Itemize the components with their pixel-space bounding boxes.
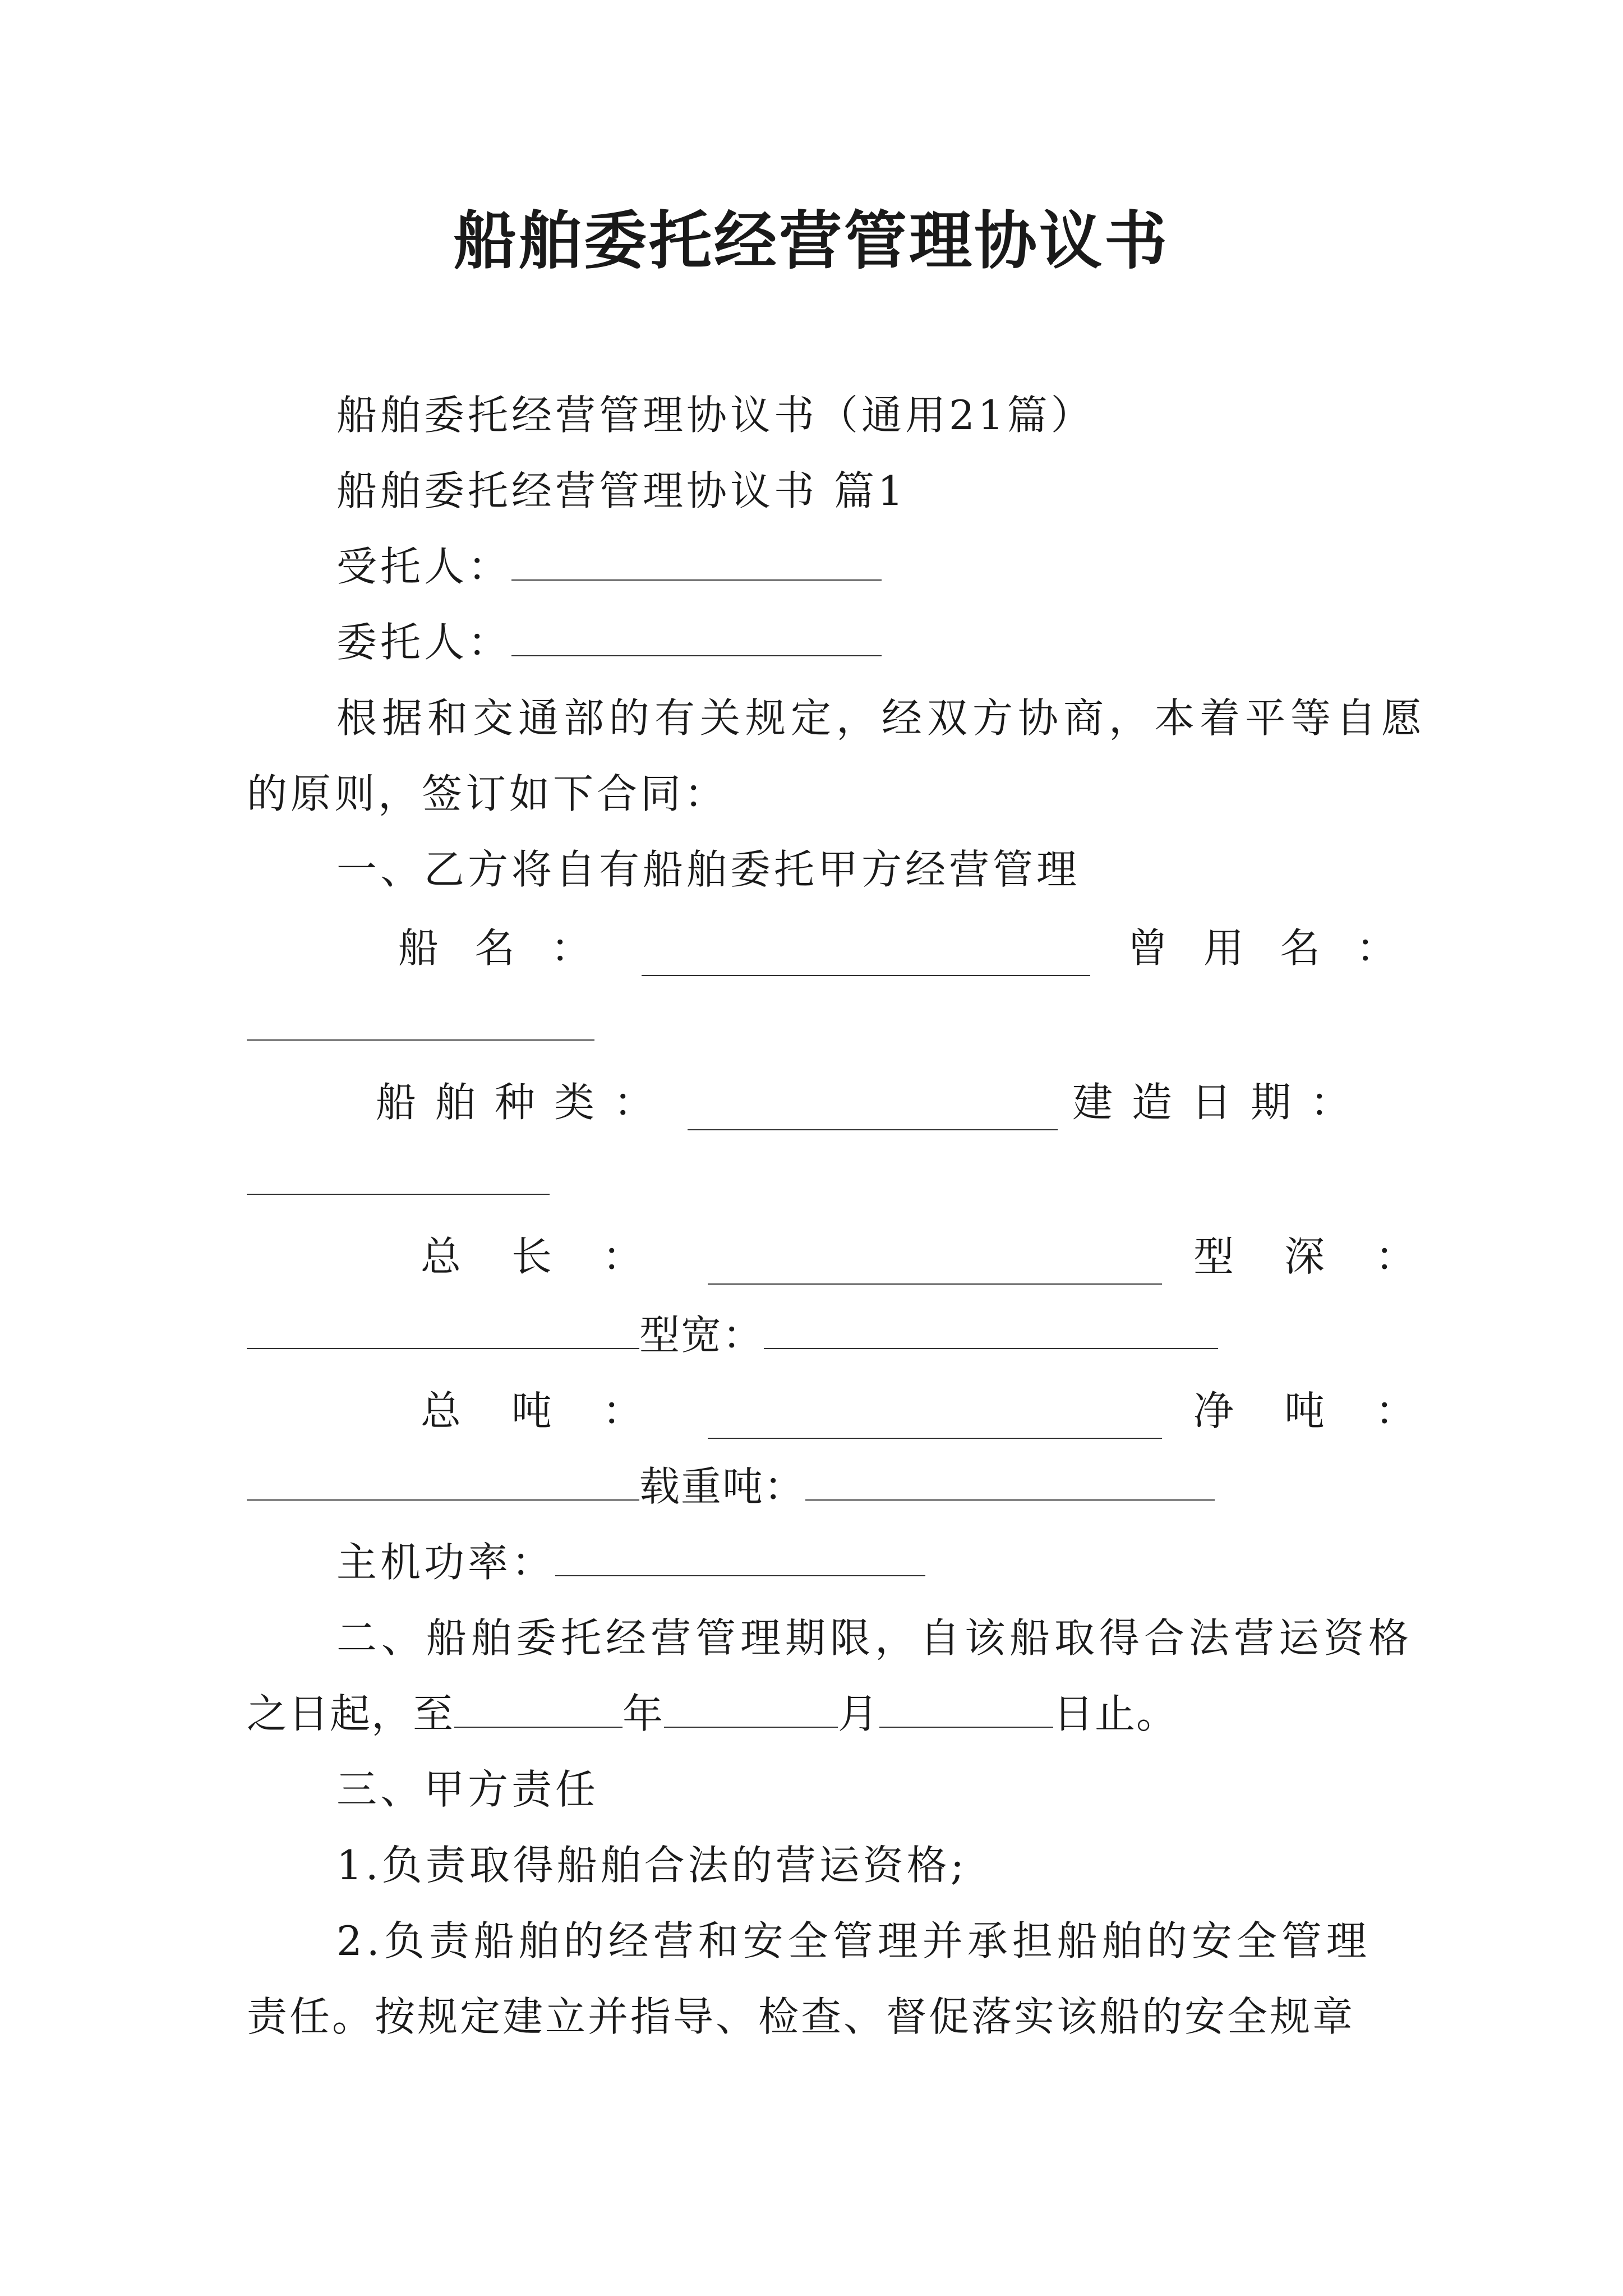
intro-paragraph-line-1: 根据和交通部的有关规定，经双方协商，本着平等自愿 xyxy=(336,694,1427,742)
deadweight-blank[interactable] xyxy=(805,1465,1215,1501)
net-ton-label: 净吨： xyxy=(1193,1387,1467,1434)
end-year-blank[interactable] xyxy=(454,1692,623,1728)
section-1-heading: 一、乙方将自有船舶委托甲方经营管理 xyxy=(336,846,1081,893)
chapter-heading: 船舶委托经营管理协议书 篇1 xyxy=(336,467,907,514)
former-name-blank[interactable] xyxy=(247,1005,594,1041)
end-month-blank[interactable] xyxy=(664,1692,838,1728)
ship-type-label: 船舶种类： xyxy=(376,1079,674,1126)
build-date-blank-row xyxy=(247,1153,550,1209)
engine-power-line xyxy=(336,1534,925,1590)
net-ton-blank[interactable] xyxy=(247,1465,639,1501)
former-name-label: 曾用名： xyxy=(1127,924,1433,972)
build-date-label: 建造日期： xyxy=(1072,1079,1370,1126)
gross-ton-label: 总吨： xyxy=(421,1387,694,1434)
deadweight-label: 载重吨： xyxy=(639,1463,806,1510)
ship-type-row xyxy=(376,1074,1370,1130)
engine-power-blank[interactable] xyxy=(555,1540,925,1576)
year-label: 年 xyxy=(623,1690,665,1737)
subtitle: 船舶委托经营管理协议书（通用21篇） xyxy=(336,392,1095,439)
ship-name-label: 船名： xyxy=(398,924,628,972)
net-deadweight-row xyxy=(247,1458,1215,1515)
total-length-blank[interactable] xyxy=(708,1249,1162,1285)
trustee-blank[interactable] xyxy=(511,545,882,581)
ship-name-blank[interactable] xyxy=(642,940,1090,976)
item-1: 1.负责取得船舶合法的营运资格; xyxy=(336,1842,967,1889)
section-2-line-1: 二、船舶委托经营管理期限，自该船取得合法营运资格 xyxy=(336,1614,1414,1662)
length-row xyxy=(421,1228,1466,1285)
entrustor-label: 委托人： xyxy=(336,619,512,666)
ship-type-blank[interactable] xyxy=(688,1094,1058,1130)
entrustor-blank[interactable] xyxy=(511,620,882,656)
trustee-line xyxy=(336,539,882,595)
entrustor-line xyxy=(336,614,882,670)
section-3-heading: 三、甲方责任 xyxy=(336,1766,600,1813)
section-2-line-2 xyxy=(247,1686,1178,1742)
document-title: 船舶委托经营管理协议书 xyxy=(454,204,1169,278)
depth-label: 型深： xyxy=(1193,1233,1467,1280)
breadth-label: 型宽： xyxy=(639,1312,764,1359)
month-label: 月 xyxy=(838,1690,880,1737)
breadth-blank[interactable] xyxy=(764,1313,1218,1349)
trustee-label: 受托人： xyxy=(336,543,512,590)
total-length-label: 总长： xyxy=(421,1233,694,1280)
gross-ton-blank[interactable] xyxy=(708,1403,1162,1439)
end-day-blank[interactable] xyxy=(879,1692,1053,1728)
ship-name-row xyxy=(398,920,1432,976)
item-2-line-1: 2.负责船舶的经营和安全管理并承担船舶的安全管理 xyxy=(336,1917,1371,1964)
engine-power-label: 主机功率： xyxy=(336,1539,556,1586)
intro-paragraph-line-2: 的原则，签订如下合同： xyxy=(247,770,728,817)
term-start-text: 之日起，至 xyxy=(247,1690,455,1737)
depth-breadth-row xyxy=(247,1307,1218,1363)
day-end-text: 日止。 xyxy=(1053,1690,1178,1737)
tonnage-row xyxy=(421,1383,1466,1439)
build-date-blank[interactable] xyxy=(247,1159,550,1195)
item-2-line-2: 责任。按规定建立并指导、检查、督促落实该船的安全规章 xyxy=(247,1993,1355,2040)
former-name-blank-row xyxy=(247,999,594,1055)
depth-blank[interactable] xyxy=(247,1313,639,1349)
